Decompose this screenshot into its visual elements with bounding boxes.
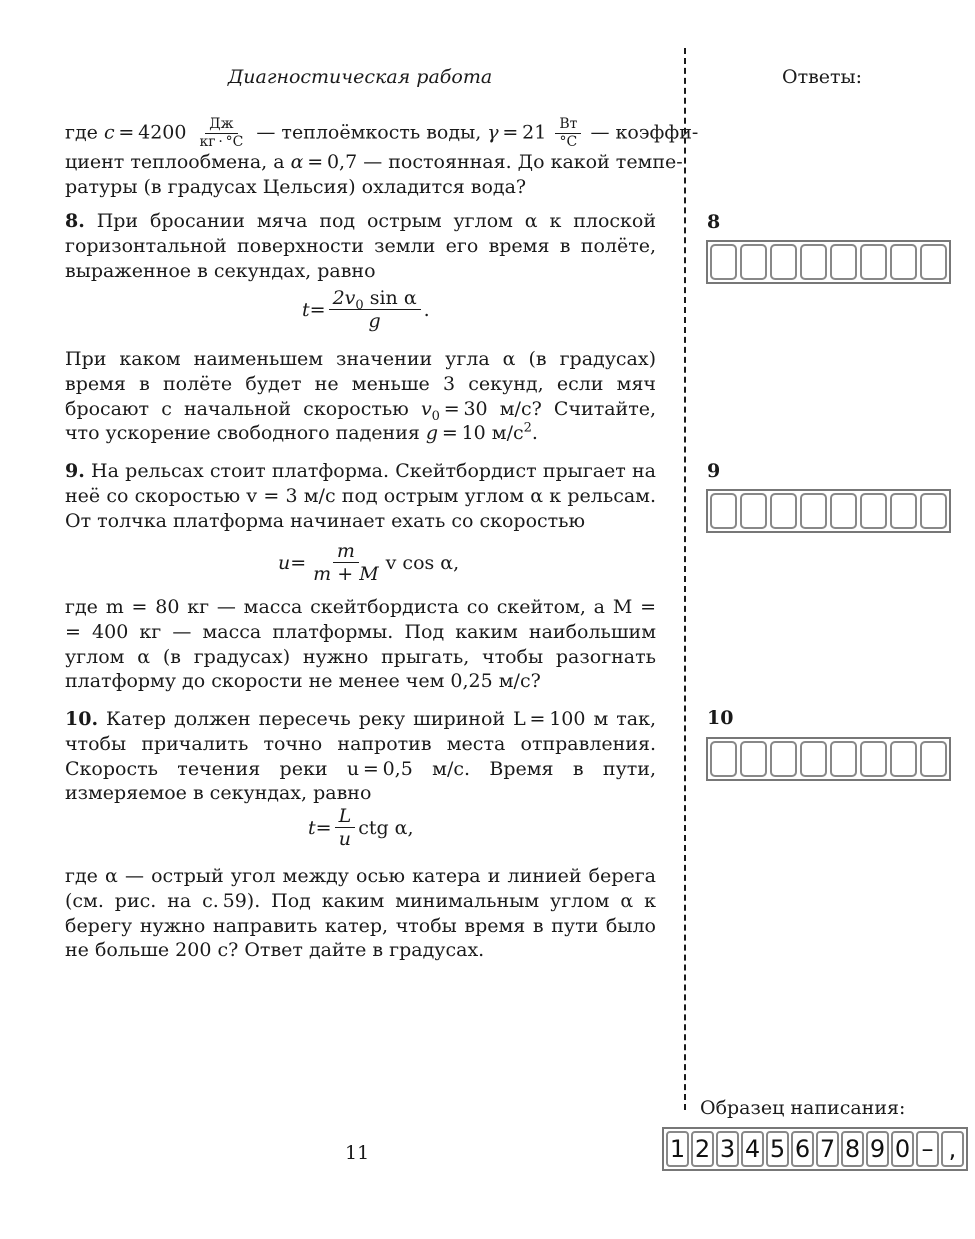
- answer-label-9: 9: [707, 460, 721, 482]
- answer-cell[interactable]: [860, 244, 887, 280]
- sample-char: ,: [941, 1131, 964, 1167]
- unit-fraction-heat: $\frac{Дж}{кг \cdot ^\circ C}$: [199, 115, 244, 150]
- sample-char: 8: [841, 1131, 864, 1167]
- unit-fraction-power: $\frac{Вт}{^\circ C}$: [555, 117, 581, 150]
- sample-char: 2: [691, 1131, 714, 1167]
- answer-cell[interactable]: [770, 741, 797, 777]
- sample-char: –: [916, 1131, 939, 1167]
- problem9-formula: u = $\frac{m}{m + M}$ v cos α,: [278, 540, 460, 585]
- answer-cell[interactable]: [920, 741, 947, 777]
- problem10-text: 10. Катер должен пересечь реку шириной L = 100 м так, чтобы причалить точно напротив места отправления. Скорость течения реки u = 0,5 м/с. Время в пути, измеряемое в секундах, равно: [65, 708, 656, 805]
- answer-cell[interactable]: [890, 741, 917, 777]
- sample-char: 7: [816, 1131, 839, 1167]
- answer-cell[interactable]: [710, 741, 737, 777]
- problem9-question: где m = 80 кг — масса скейтбордиста со скейтом, а M = = 400 кг — масса платформы. Под каким наибольшим углом α (в градусах) нужно прыгать, чтобы разогнать платформу до скорости не менее чем 0,25 м/с?: [65, 596, 656, 693]
- sample-char: 6: [791, 1131, 814, 1167]
- problem10-formula: t = $\frac{L}{u}$ ctg α,: [308, 805, 414, 850]
- answer-cell[interactable]: [770, 244, 797, 280]
- problem8-text: 8. При бросании мяча под острым углом α к плоской горизонтальной поверхности земли его время в полёте, выраженное в секундах, равно: [65, 210, 656, 282]
- problem10-question: где α — острый угол между осью катера и линией берега (см. рис. на с. 59). Под каким минимальным углом α к берегу нужно направить катер, чтобы время в пути было не больше 200 с? Ответ дайте в градусах.: [65, 865, 656, 962]
- answer-cell[interactable]: [920, 493, 947, 529]
- sample-digits: [662, 1127, 968, 1171]
- page-number: 11: [345, 1142, 370, 1164]
- sample-char: 9: [866, 1131, 889, 1167]
- sample-char: 3: [716, 1131, 739, 1167]
- answer-cell[interactable]: [770, 493, 797, 529]
- sample-char: 0: [891, 1131, 914, 1167]
- problem8-formula: t = $\frac{2v_0 \sin \alpha}{g}$ .: [302, 287, 430, 332]
- answer-cell[interactable]: [830, 493, 857, 529]
- answer-cell[interactable]: [800, 741, 827, 777]
- answer-cell[interactable]: [890, 493, 917, 529]
- answer-cell[interactable]: [740, 741, 767, 777]
- sample-title: Образец написания:: [700, 1097, 906, 1119]
- sample-char: 5: [766, 1131, 789, 1167]
- answer-cell[interactable]: [800, 244, 827, 280]
- answer-cell[interactable]: [740, 493, 767, 529]
- answer-cell[interactable]: [860, 741, 887, 777]
- answer-cell[interactable]: [710, 244, 737, 280]
- answer-box-9[interactable]: [706, 489, 951, 533]
- answer-cell[interactable]: [800, 493, 827, 529]
- problem9-text: 9. На рельсах стоит платформа. Скейтбордист прыгает на неё со скоростью v = 3 м/с под острым углом α к рельсам. От толчка платформа начинает ехать со скоростью: [65, 460, 656, 532]
- answer-cell[interactable]: [830, 741, 857, 777]
- answer-cell[interactable]: [860, 493, 887, 529]
- answer-cell[interactable]: [920, 244, 947, 280]
- page-header-title: Диагностическая работа: [227, 66, 493, 88]
- problem7-tail: где c = 4200 $\frac{Дж}{кг \cdot ^\circ C}$ — теплоёмкость воды, γ = 21 $\frac{Вт}{^\circ C}$ — коэффи- циент теплообмена, а α = 0,7 — постоянная. До какой темпе- ратуры (в градусах Цельсия) охладится вода?: [65, 115, 699, 198]
- sample-char: 4: [741, 1131, 764, 1167]
- sample-char: 1: [666, 1131, 689, 1167]
- answer-box-10[interactable]: [706, 737, 951, 781]
- answer-cell[interactable]: [740, 244, 767, 280]
- dashed-divider: [684, 48, 686, 1110]
- answer-label-8: 8: [707, 211, 721, 233]
- problem8-question: При каком наименьшем значении угла α (в градусах) время в полёте будет не меньше 3 секунд, если мяч бросают с начальной скоростью $v_0 = 30$ м/с? Считайте, что ускорение свободного падения g = 10 $м/с^2$.: [65, 348, 656, 445]
- answer-label-10: 10: [707, 707, 734, 729]
- answer-cell[interactable]: [890, 244, 917, 280]
- answer-cell[interactable]: [830, 244, 857, 280]
- answer-cell[interactable]: [710, 493, 737, 529]
- answer-box-8[interactable]: [706, 240, 951, 284]
- answers-title: Ответы:: [782, 66, 863, 88]
